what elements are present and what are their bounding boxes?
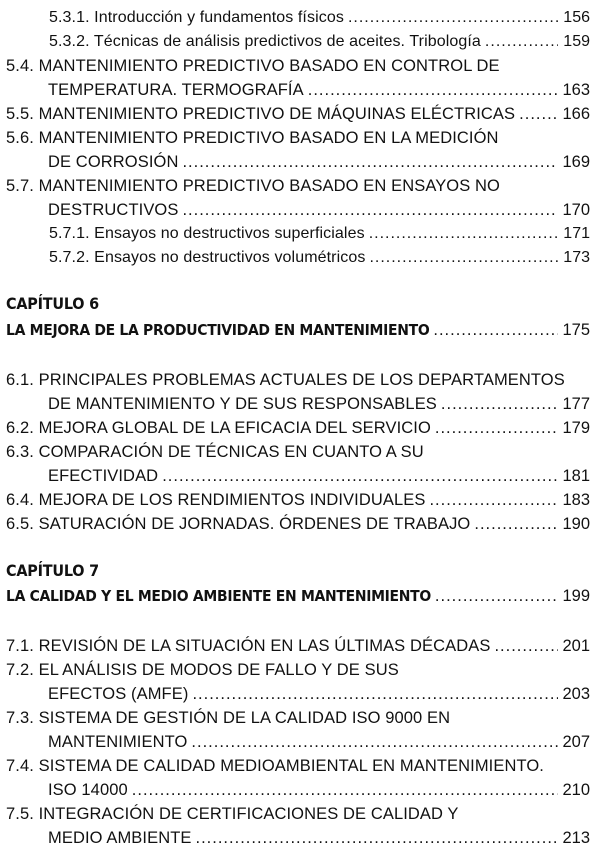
toc-entry[interactable] [49,244,590,268]
toc-entry-title: 7.3. SISTEMA DE GESTIÓN DE LA CALIDAD ISO 9000 EN [6,709,451,727]
toc-entry[interactable] [48,680,590,704]
toc-entry-page: 169 [562,153,590,171]
dot-leader [308,80,558,100]
dot-leader [348,8,558,28]
toc-entry[interactable] [6,656,590,680]
toc-entry[interactable] [6,752,590,776]
toc-entry[interactable] [48,76,590,100]
toc-entry-page: 163 [562,81,590,99]
toc-entry-page: 207 [562,733,590,751]
toc-entry-title: TEMPERATURA. TERMOGRAFÍA [48,81,304,99]
chapter-title-entry[interactable] [6,316,590,340]
toc-entry-page: 177 [562,395,590,413]
dot-leader [519,104,558,124]
toc-entry[interactable] [49,28,590,52]
toc-entry-title: MANTENIMIENTO [48,733,188,751]
toc-entry-page: 199 [562,587,590,605]
toc-entry[interactable] [6,704,590,728]
dot-leader [182,152,558,172]
toc-entry-title: 5.3.1. Introducción y fundamentos físicos [49,9,344,26]
toc-entry[interactable] [49,4,590,28]
chapter-title: LA CALIDAD Y EL MEDIO AMBIENTE EN MANTENIMIENTO [6,587,431,605]
toc-entry-title: EFECTIVIDAD [48,467,159,485]
dot-leader [182,200,558,220]
dot-leader [494,636,558,656]
toc-entry-title: 5.5. MANTENIMIENTO PREDICTIVO DE MÁQUINAS ELÉCTRICAS [6,105,516,123]
toc-entry-title: 6.2. MEJORA GLOBAL DE LA EFICACIA DEL SERVICIO [6,419,431,437]
toc-entry-title: 7.2. EL ANÁLISIS DE MODOS DE FALLO Y DE SUS [6,661,399,679]
toc-entry[interactable] [6,52,590,76]
toc-entry[interactable] [6,172,590,196]
toc-entry-title: 7.5. INTEGRACIÓN DE CERTIFICACIONES DE CALIDAD Y [6,805,459,823]
toc-entry[interactable] [6,800,590,824]
toc-entry-page: 181 [562,467,590,485]
toc-entry-page: 201 [562,637,590,655]
chapter-title: LA MEJORA DE LA PRODUCTIVIDAD EN MANTENIMIENTO [6,321,430,339]
toc-entry-title: ISO 14000 [48,781,128,799]
toc-entry[interactable] [48,148,590,172]
toc-entry-title: 5.3.2. Técnicas de análisis predictivos de aceites. Tribología [49,33,481,50]
toc-entry-title: 5.6. MANTENIMIENTO PREDICTIVO BASADO EN LA MEDICIÓN [6,129,499,147]
toc-entry-page: 170 [562,201,590,219]
toc-entry-page: 171 [563,225,590,242]
toc-entry-page: 166 [562,105,590,123]
toc-entry-page: 213 [562,829,590,847]
toc-entry[interactable] [6,438,590,462]
dot-leader [441,394,558,414]
toc-entry-title: 6.5. SATURACIÓN DE JORNADAS. ÓRDENES DE TRABAJO [6,515,471,533]
dot-leader [191,732,558,752]
dot-leader [485,32,558,52]
toc-entry[interactable] [48,776,590,800]
toc-entry-title: 5.7.2. Ensayos no destructivos volumétricos [49,249,366,266]
toc-entry[interactable] [6,100,590,124]
toc-entry-page: 159 [563,33,590,50]
toc-entry-title: 7.4. SISTEMA DE CALIDAD MEDIOAMBIENTAL EN MANTENIMIENTO. [6,757,544,775]
toc-entry[interactable] [48,196,590,220]
dot-leader [162,466,558,486]
toc-entry-title: 6.1. PRINCIPALES PROBLEMAS ACTUALES DE LOS DEPARTAMENTOS [6,371,565,389]
toc-entry-title: MEDIO AMBIENTE [48,829,192,847]
toc-entry-title: EFECTOS (AMFE) [48,685,189,703]
dot-leader [429,490,558,510]
toc-entry-title: DE CORROSIÓN [48,153,179,171]
dot-leader [435,586,558,606]
toc-entry[interactable] [48,390,590,414]
toc-entry[interactable] [48,728,590,752]
toc-entry[interactable] [6,124,590,148]
toc-entry[interactable] [6,366,590,390]
toc-entry[interactable] [49,220,590,244]
toc-entry-page: 190 [562,515,590,533]
toc-entry[interactable] [48,824,590,848]
toc-entry-title: 5.7.1. Ensayos no destructivos superficiales [49,225,365,242]
toc-entry-title: DE MANTENIMIENTO Y DE SUS RESPONSABLES [48,395,437,413]
dot-leader [474,514,558,534]
toc-entry[interactable] [6,510,590,534]
toc-entry[interactable] [6,414,590,438]
toc-entry-title: 6.3. COMPARACIÓN DE TÉCNICAS EN CUANTO A SU [6,443,424,461]
toc-entry-page: 183 [562,491,590,509]
toc-entry-page: 203 [562,685,590,703]
dot-leader [369,248,558,268]
dot-leader [433,320,558,340]
toc-entry[interactable] [48,462,590,486]
toc-entry-page: 175 [562,321,590,339]
dot-leader [196,828,558,848]
toc-entry-title: 5.7. MANTENIMIENTO PREDICTIVO BASADO EN ENSAYOS NO [6,177,500,195]
toc-entry-title: 5.4. MANTENIMIENTO PREDICTIVO BASADO EN CONTROL DE [6,57,500,75]
toc-entry-page: 179 [562,419,590,437]
toc-entry-page: 173 [563,249,590,266]
toc-entry-page: 210 [562,781,590,799]
chapter-label: CAPÍTULO 7 [6,561,99,580]
toc-entry[interactable] [6,632,590,656]
toc-entry-title: 7.1. REVISIÓN DE LA SITUACIÓN EN LAS ÚLTIMAS DÉCADAS [6,637,491,655]
chapter-label: CAPÍTULO 6 [6,294,99,313]
dot-leader [369,224,558,244]
toc-entry-page: 156 [563,9,590,26]
toc-entry-title: DESTRUCTIVOS [48,201,179,219]
dot-leader [192,684,558,704]
toc-entry[interactable] [6,486,590,510]
dot-leader [435,418,558,438]
chapter-title-entry[interactable] [6,582,590,606]
dot-leader [132,780,558,800]
toc-entry-title: 6.4. MEJORA DE LOS RENDIMIENTOS INDIVIDUALES [6,491,426,509]
